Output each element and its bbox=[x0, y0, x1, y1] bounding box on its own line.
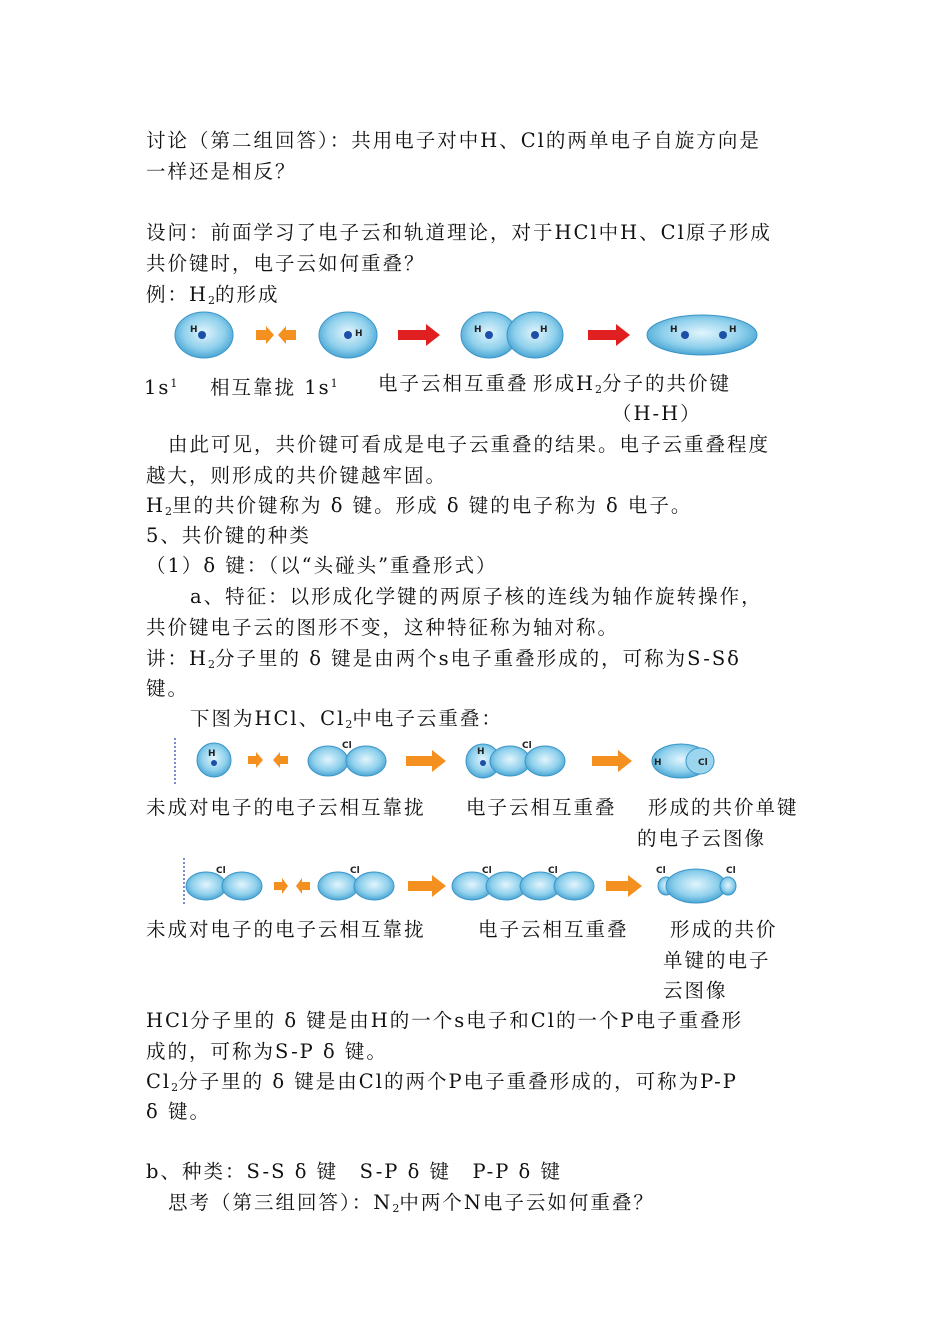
h2-caption-approach: 相互靠拢 $1s^1$ bbox=[210, 376, 338, 399]
discussion-line-2: 一样还是相反？ bbox=[146, 160, 297, 183]
svg-text:Cl: Cl bbox=[656, 866, 666, 876]
hcl-caption-result-1: 形成的共价单键 bbox=[648, 796, 799, 819]
h2-molecule-cloud bbox=[647, 315, 757, 355]
hcl-caption-approach: 未成对电子的电子云相互靠拢 bbox=[146, 796, 426, 819]
approach-arrows bbox=[248, 752, 288, 768]
cl2-bond-cloud bbox=[656, 866, 736, 903]
figure-intro: 下图为HCl、$Cl_2$中电子云重叠： bbox=[190, 707, 503, 731]
conclusion-line-1: 由此可见，共价键可看成是电子云重叠的结果。电子云重叠程度 bbox=[168, 433, 771, 456]
approach-arrows bbox=[274, 878, 310, 894]
think-question: 思考（第三组回答）：$N_2$中两个N电子云如何重叠？ bbox=[168, 1191, 655, 1215]
sp-sigma-line-2: 成的，可称为S-P δ 键。 bbox=[146, 1040, 388, 1063]
pp-sigma-line-2: δ 键。 bbox=[146, 1100, 211, 1123]
svg-text:H: H bbox=[477, 747, 485, 757]
svg-text:H: H bbox=[474, 325, 482, 335]
pp-sigma-line-1: $Cl_2$分子里的 δ 键是由Cl的两个P电子重叠形成的，可称为P-P bbox=[146, 1070, 738, 1094]
sigma-types: b、种类：S-S δ 键 S-P δ 键 P-P δ 键 bbox=[146, 1160, 562, 1183]
orange-arrow bbox=[408, 875, 446, 897]
red-arrow bbox=[398, 324, 440, 346]
cl-p-orbital bbox=[186, 866, 262, 900]
section-5-heading: 5、共价键的种类 bbox=[146, 524, 311, 547]
svg-text:Cl: Cl bbox=[216, 866, 226, 876]
cl2-caption-approach: 未成对电子的电子云相互靠拢 bbox=[146, 918, 426, 941]
svg-text:Cl: Cl bbox=[482, 866, 492, 876]
hcl-caption-result-2: 的电子云图像 bbox=[637, 827, 767, 850]
cl2-caption-result-1: 形成的共价 bbox=[670, 918, 778, 941]
cl2-caption-overlap: 电子云相互重叠 bbox=[478, 918, 629, 941]
h2-formation-figure bbox=[170, 308, 770, 368]
orange-arrow bbox=[592, 750, 632, 772]
red-arrow bbox=[588, 324, 630, 346]
feature-line-1: a、特征：以形成化学键的两原子核的连线为轴作旋转操作， bbox=[190, 585, 763, 608]
overlap-clouds bbox=[461, 312, 563, 358]
svg-text:H: H bbox=[190, 325, 198, 335]
ss-sigma-line-1: 讲：$H_2$分子里的 δ 键是由两个s电子重叠形成的，可称为S-Sδ bbox=[146, 647, 741, 671]
cl2-overlap bbox=[452, 866, 594, 900]
cl-p-orbital bbox=[318, 866, 394, 900]
h2-caption-overlap: 电子云相互重叠 bbox=[378, 372, 529, 395]
cl2-caption-result-2: 单键的电子 bbox=[663, 949, 771, 972]
sigma-bond-definition: $H_2$里的共价键称为 δ 键。形成 δ 键的电子称为 δ 电子。 bbox=[146, 494, 693, 518]
h2-caption-form: 形成$H_2$分子的共价键 bbox=[533, 372, 732, 396]
feature-line-2: 共价键电子云的图形不变，这种特征称为轴对称。 bbox=[146, 616, 620, 639]
h2-caption-1s: $1s^1$ bbox=[144, 376, 178, 399]
cl-p-orbital bbox=[308, 741, 386, 776]
svg-text:Cl: Cl bbox=[548, 866, 558, 876]
discussion-line-1: 讨论（第二组回答）：共用电子对中H、Cl的两单电子自旋方向是 bbox=[146, 129, 761, 152]
question-line-1: 设问：前面学习了电子云和轨道理论，对于HCl中H、Cl原子形成 bbox=[146, 221, 772, 244]
hcl-overlap bbox=[466, 741, 565, 778]
svg-text:Cl: Cl bbox=[726, 866, 736, 876]
svg-text:H: H bbox=[540, 325, 548, 335]
conclusion-line-2: 越大，则形成的共价键越牢固。 bbox=[146, 464, 448, 487]
hcl-caption-overlap: 电子云相互重叠 bbox=[466, 796, 617, 819]
question-line-2: 共价键时，电子云如何重叠？ bbox=[146, 252, 426, 275]
h-atom-cloud bbox=[175, 312, 233, 358]
hcl-bond-cloud bbox=[652, 744, 714, 778]
h2-caption-hh: （H-H） bbox=[612, 402, 702, 425]
orange-arrow bbox=[606, 875, 642, 897]
svg-text:H: H bbox=[355, 329, 363, 339]
h-atom-cloud bbox=[319, 312, 377, 358]
svg-text:Cl: Cl bbox=[698, 758, 708, 768]
cl2-caption-result-3: 云图像 bbox=[663, 979, 728, 1002]
svg-text:H: H bbox=[729, 325, 737, 335]
svg-text:Cl: Cl bbox=[350, 866, 360, 876]
cl2-formation-figure bbox=[170, 858, 770, 910]
h-atom-cloud bbox=[197, 743, 231, 777]
ss-sigma-line-2: 键。 bbox=[146, 677, 190, 700]
svg-text:Cl: Cl bbox=[342, 741, 352, 751]
svg-text:H: H bbox=[654, 758, 662, 768]
orange-arrow bbox=[406, 750, 446, 772]
section-5-1-heading: （1）δ 键：（以“头碰头”重叠形式） bbox=[146, 554, 498, 577]
sp-sigma-line-1: HCl分子里的 δ 键是由H的一个s电子和Cl的一个P电子重叠形 bbox=[146, 1009, 744, 1032]
approach-arrows bbox=[256, 326, 296, 344]
hcl-formation-figure bbox=[170, 736, 770, 786]
svg-text:H: H bbox=[670, 325, 678, 335]
example-heading: 例：$H_2$的形成 bbox=[146, 283, 280, 307]
svg-text:Cl: Cl bbox=[522, 741, 532, 751]
svg-text:H: H bbox=[208, 749, 216, 759]
